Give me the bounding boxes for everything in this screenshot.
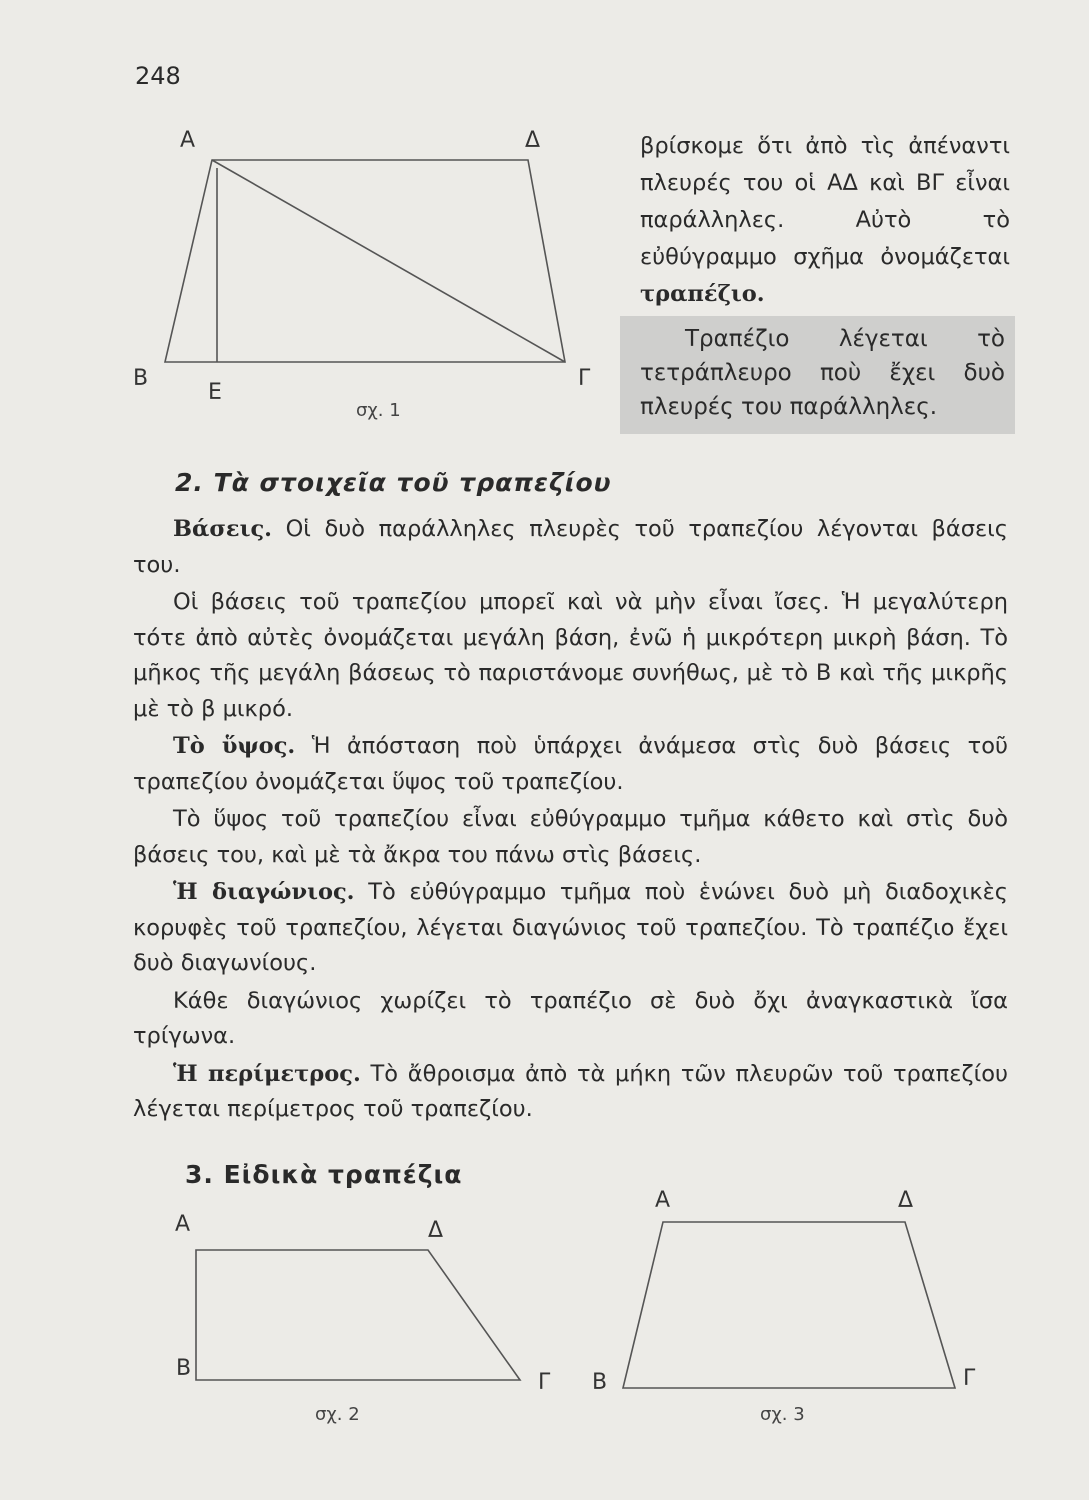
diagonal-paragraph [133,875,1008,982]
trapezoid-outline [623,1222,955,1388]
diagonal-ag [212,160,565,362]
section-2-body [133,512,1008,1130]
figure-1-trapezoid [150,150,590,380]
fig1-label-g: Γ [578,366,591,391]
fig3-label-a: Α [655,1188,671,1213]
fig2-label-b: Β [176,1356,192,1381]
intro-paragraph [640,128,1010,313]
figure-3-isosceles-trapezoid [615,1210,965,1400]
fig1-label-a: Α [180,128,196,153]
section-2-heading: 2. Τὰ στοιχεῖα τοῦ τραπεζίου [175,468,612,497]
perimeter-text: Τὸ ἄθροισμα ἀπὸ τὰ μήκη τῶν πλευρῶν τοῦ τραπεζίου λέγεται περίμετρος τοῦ τραπεζίου. [133,1060,1008,1122]
perimeter-paragraph [133,1057,1008,1128]
fig2-label-g: Γ [538,1370,551,1395]
height-text: Ἡ ἀπόσταση ποὺ ὑπάρχει ἀνάμεσα στὶς δυὸ βάσεις τοῦ τραπεζίου ὀνομάζεται ὕψος τοῦ τραπεζίου. [133,733,1009,795]
perimeter-term: Ἡ περίμετρος. [173,1060,361,1087]
fig1-label-e: Ε [208,380,222,405]
bases-term: Βάσεις. [173,516,273,542]
diagonal-term: Ἡ διαγώνιος. [173,879,355,905]
figure-2-right-trapezoid [190,1240,530,1390]
trapezoid-outline [196,1250,520,1380]
fig1-caption: σχ. 1 [356,400,401,421]
height-term: Τὸ ὕψος. [173,733,296,759]
fig3-label-g: Γ [963,1366,976,1391]
intro-text: βρίσκομε ὅτι ἀπὸ τὶς ἀπέναντι πλευρές του οἱ ΑΔ καὶ ΒΓ εἶναι παράλληλες. Αὐτὸ τὸ εὐθύγραμμο σχῆμα ὀνομάζεται [640,133,1010,270]
height-paragraph [133,729,1008,800]
fig1-label-d: Δ [525,128,541,153]
fig3-label-b: Β [592,1370,608,1395]
diagonal-paragraph-2: Κάθε διαγώνιος χωρίζει τὸ τραπέζιο σὲ δυὸ ὄχι ἀναγκαστικὰ ἴσα τρίγωνα. [133,987,1008,1049]
fig3-caption: σχ. 3 [760,1404,805,1425]
diagonal-text: Τὸ εὐθύγραμμο τμῆμα ποὺ ἑνώνει δυὸ μὴ διαδοχικὲς κορυφὲς τοῦ τραπεζίου, λέγεται διαγώνιος τοῦ τραπεζίου. Τὸ τραπέζιο ἔχει δυὸ διαγωνίους. [133,879,1009,976]
bases-paragraph [133,512,1008,583]
intro-term: τραπέζιο. [640,281,765,307]
fig2-caption: σχ. 2 [315,1404,360,1425]
fig1-label-b: Β [133,366,149,391]
fig2-label-d: Δ [428,1218,444,1243]
fig3-label-d: Δ [898,1188,914,1213]
height-paragraph-2: Τὸ ὕψος τοῦ τραπεζίου εἶναι εὐθύγραμμο τμῆμα κάθετο καὶ στὶς δυὸ βάσεις του, καὶ μὲ τὰ ἄκρα του πάνω στὶς βάσεις. [133,806,1008,868]
bases-paragraph-2: Οἱ βάσεις τοῦ τραπεζίου μπορεῖ καὶ νὰ μὴν εἶναι ἴσες. Ἡ μεγαλύτερη τότε ἀπὸ αὐτὲς ὀνομάζεται μεγάλη βάση, ἐνῶ ἡ μικρότερη μικρὴ βάση. Τὸ μῆκος τῆς μεγάλη βάσεως τὸ παριστάνομε συνήθως, μὲ τὸ Β καὶ τῆς μικρῆς μὲ τὸ β μικρό. [133,589,1008,722]
bases-text: Οἱ δυὸ παράλληλες πλευρὲς τοῦ τραπεζίου λέγονται βάσεις του. [133,516,1008,578]
definition-text: Τραπέζιο λέγεται τὸ τετράπλευρο ποὺ ἔχει δυὸ πλευρές του παράλληλες. [640,326,1005,420]
section-3-heading: 3. Εἰδικὰ τραπέζια [185,1160,463,1189]
page-number: 248 [135,62,181,90]
fig2-label-a: Α [175,1212,191,1237]
trapezoid-outline [165,160,565,362]
